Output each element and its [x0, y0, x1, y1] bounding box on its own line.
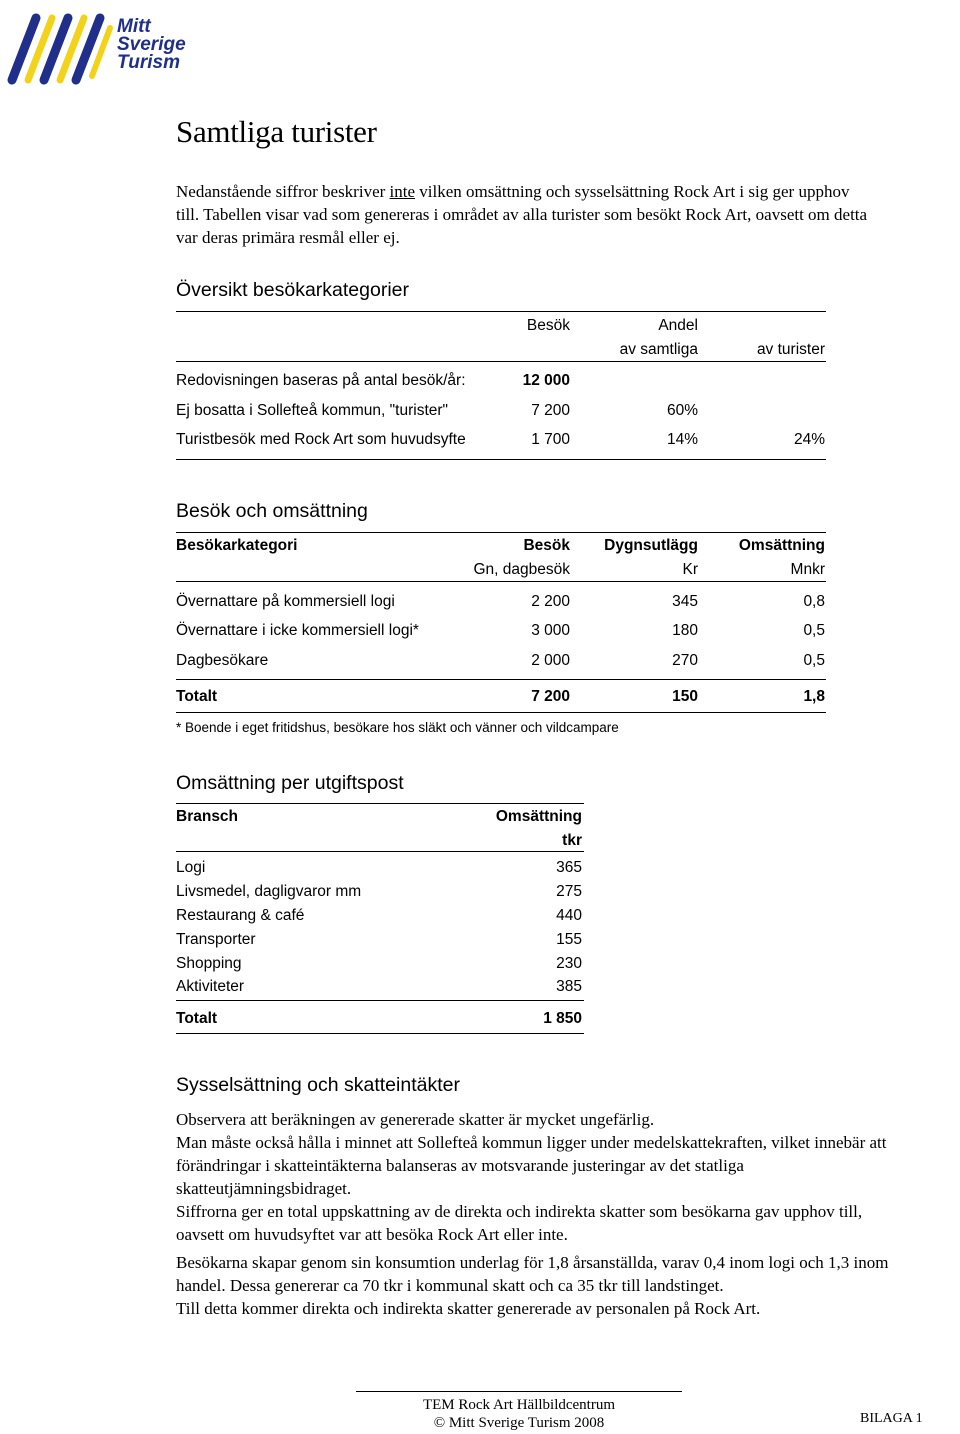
- page-title: Samtliga turister: [176, 114, 377, 149]
- utgiftspost-row-label: Logi: [176, 859, 206, 876]
- omsattning-col-besok: Besök: [523, 537, 570, 554]
- utgiftspost-col-bransch: Bransch: [176, 808, 239, 825]
- utgiftspost-row-label: Restaurang & café: [176, 907, 305, 924]
- logo-text: [117, 18, 186, 72]
- omsattning-total-top-rule: [176, 679, 826, 680]
- utgiftspost-top-rule: [176, 803, 584, 804]
- intro-text-start: Nedanstående siffror beskriver: [176, 182, 390, 201]
- syssel-p1: Observera att beräkningen av genererade skatter är mycket ungefärlig.: [176, 1110, 655, 1129]
- intro-underlined-word: inte: [389, 182, 416, 201]
- omsattning-row-dygn: 270: [672, 652, 698, 669]
- utgiftspost-row-value: 365: [556, 859, 582, 876]
- overview-row-besok: 12 000: [522, 372, 570, 389]
- overview-bottom-rule: [176, 459, 826, 460]
- omsattning-total-label: Totalt: [176, 688, 218, 705]
- overview-row-av-samtliga: 14%: [666, 431, 698, 448]
- utgiftspost-total-label: Totalt: [176, 1010, 218, 1027]
- logo-line-3: Turism: [117, 52, 181, 73]
- overview-col-av-turister: av turister: [756, 341, 825, 358]
- overview-heading: Översikt besökarkategorier: [176, 279, 410, 301]
- syssel-p5: Till detta kommer direkta och indirekta skatter genererade av personalen på Rock Art.: [176, 1299, 761, 1318]
- omsattning-col-kategori: Besökarkategori: [176, 537, 298, 554]
- omsattning-row-label: Dagbesökare: [176, 652, 269, 669]
- omsattning-top-rule: [176, 532, 826, 533]
- syssel-p4: Besökarna skapar genom sin konsumtion underlag för 1,8 årsanställda, varav 0,4 inom logi och 1,3 inom handel. Dessa genererar ca 70 tkr i kommunal skatt och ca 35 tkr till landstinget.: [176, 1253, 889, 1295]
- utgiftspost-header-rule: [176, 851, 584, 852]
- utgiftspost-heading: Omsättning per utgiftspost: [176, 772, 404, 794]
- utgiftspost-total-top-rule: [176, 1000, 584, 1001]
- syssel-heading: Sysselsättning och skatteintäkter: [176, 1074, 460, 1096]
- overview-row-label: Turistbesök med Rock Art som huvudsyfte: [176, 431, 466, 448]
- overview-row-av-samtliga: 60%: [666, 402, 698, 419]
- overview-col-av-samtliga: av samtliga: [619, 341, 698, 358]
- intro-paragraph: [176, 180, 876, 249]
- omsattning-total-besok: 7 200: [531, 688, 570, 705]
- overview-top-rule: [176, 311, 826, 312]
- omsattning-row-oms: 0,5: [803, 652, 825, 669]
- utgiftspost-row-value: 275: [556, 883, 582, 900]
- logo-line-1: Mitt: [117, 16, 151, 37]
- utgiftspost-row-label: Transporter: [176, 931, 256, 948]
- omsattning-row-besok: 2 000: [531, 652, 570, 669]
- overview-row-label: Ej bosatta i Sollefteå kommun, "turister": [176, 402, 449, 419]
- footer-rule: [356, 1391, 682, 1392]
- omsattning-heading: Besök och omsättning: [176, 500, 368, 522]
- omsattning-col-dygn: Dygnsutlägg: [604, 537, 698, 554]
- omsattning-footnote: * Boende i eget fritidshus, besökare hos släkt och vänner och vildcampare: [176, 720, 619, 735]
- utgiftspost-row-value: 440: [556, 907, 582, 924]
- omsattning-row-label: Övernattare på kommersiell logi: [176, 593, 395, 610]
- utgiftspost-row-value: 155: [556, 931, 582, 948]
- overview-row-av-turister: 24%: [793, 431, 825, 448]
- syssel-p2: Man måste också hålla i minnet att Sollefteå kommun ligger under medelskattekraften, vilket innebär att förändringar i skatteintäkterna balanseras av motsvarande justeringar av det statliga skatteutjämningsbidraget.: [176, 1133, 887, 1198]
- utgiftspost-row-label: Shopping: [176, 955, 242, 972]
- omsattning-unit-besok: Gn, dagbesök: [473, 561, 570, 578]
- omsattning-unit-oms: Mnkr: [790, 561, 825, 578]
- footer-line-2: © Mitt Sverige Turism 2008: [433, 1415, 605, 1431]
- footer-bilaga: BILAGA 1: [860, 1411, 923, 1426]
- omsattning-bottom-rule: [176, 712, 826, 713]
- overview-col-besok: Besök: [526, 317, 570, 334]
- syssel-paragraph-1: [176, 1108, 906, 1246]
- omsattning-row-label: Övernattare i icke kommersiell logi*: [176, 622, 419, 639]
- overview-col-andel: Andel: [658, 317, 698, 334]
- omsattning-row-dygn: 180: [672, 622, 698, 639]
- utgiftspost-row-value: 385: [556, 978, 582, 995]
- utgiftspost-total-value: 1 850: [543, 1010, 582, 1027]
- utgiftspost-row-label: Aktiviteter: [176, 978, 245, 995]
- omsattning-row-dygn: 345: [672, 593, 698, 610]
- utgiftspost-bottom-rule: [176, 1033, 584, 1034]
- overview-row-besok: 1 700: [531, 431, 570, 448]
- utgiftspost-col-unit: tkr: [562, 832, 582, 849]
- utgiftspost-row-value: 230: [556, 955, 582, 972]
- omsattning-row-oms: 0,5: [803, 622, 825, 639]
- utgiftspost-col-oms: Omsättning: [495, 808, 582, 825]
- omsattning-total-oms: 1,8: [803, 688, 825, 705]
- syssel-paragraph-2: [176, 1251, 906, 1320]
- footer-line-1: TEM Rock Art Hällbildcentrum: [422, 1397, 616, 1413]
- omsattning-row-oms: 0,8: [803, 593, 825, 610]
- omsattning-header-rule: [176, 581, 826, 582]
- intro-text-end: vilken omsättning och sysselsättning Rock Art i sig ger upphov till. Tabellen visar vad som genereras i området av alla turister som besökt Rock Art, oavsett om detta var deras primära resmål eller ej.: [176, 182, 868, 247]
- overview-row-label: Redovisningen baseras på antal besök/år:: [176, 372, 466, 389]
- syssel-p3: Siffrorna ger en total uppskattning av de direkta och indirekta skatter som besökarna gav upphov till, oavsett om huvudsyftet var att besöka Rock Art eller inte.: [176, 1202, 863, 1244]
- logo-line-2: Sverige: [117, 34, 186, 55]
- omsattning-col-oms: Omsättning: [738, 537, 825, 554]
- omsattning-total-dygn: 150: [672, 688, 698, 705]
- omsattning-row-besok: 2 200: [531, 593, 570, 610]
- overview-row-besok: 7 200: [531, 402, 570, 419]
- overview-header-rule: [176, 361, 826, 362]
- utgiftspost-row-label: Livsmedel, dagligvaror mm: [176, 883, 362, 900]
- omsattning-unit-dygn: Kr: [682, 561, 698, 578]
- omsattning-row-besok: 3 000: [531, 622, 570, 639]
